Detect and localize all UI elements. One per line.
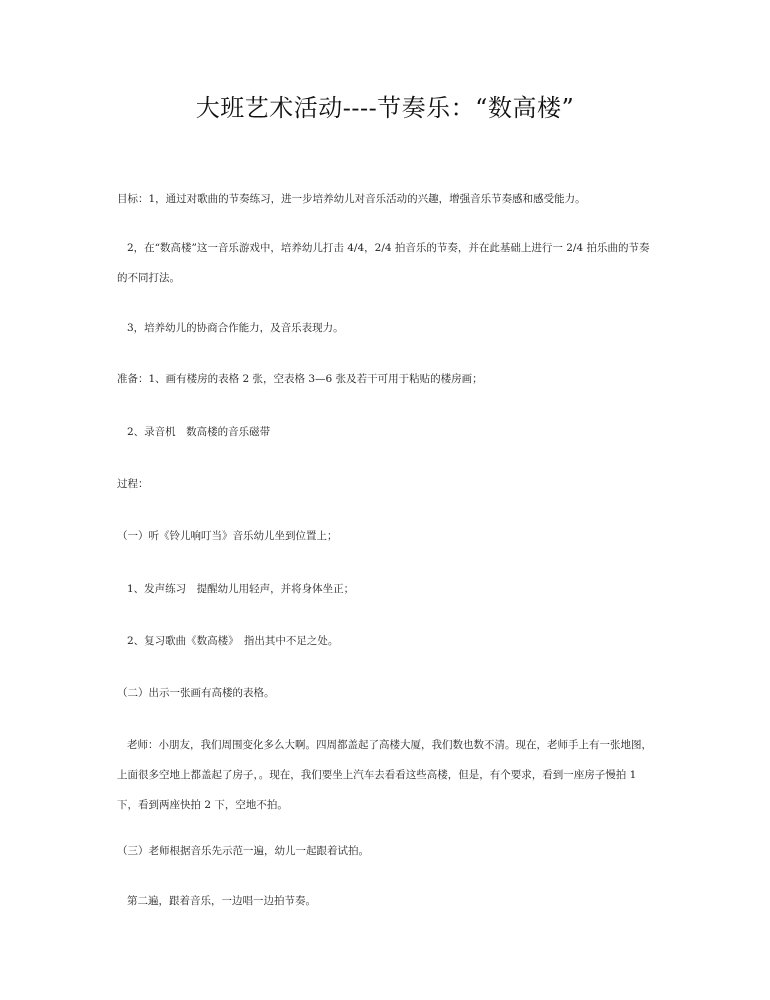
paragraph-process-heading: 过程： [117, 478, 149, 490]
paragraph-prep-2: 2、录音机 数高楼的音乐磁带 [127, 426, 271, 438]
document-title: 大班艺术活动----节奏乐：“数高楼” [195, 94, 575, 122]
paragraph-step-1-item-2: 2、复习歌曲《数高楼》 指出其中不足之处。 [127, 635, 339, 647]
paragraph-step-1-item-1: 1、发声练习 提醒幼儿用轻声，并将身体坐正； [127, 583, 355, 595]
paragraph-second-pass: 第二遍，跟着音乐，一边唱一边拍节奏。 [127, 895, 316, 907]
paragraph-goal-3: 3，培养幼儿的协商合作能力，及音乐表现力。 [127, 322, 344, 334]
paragraph-prep-1: 准备：1、画有楼房的表格 2 张，空表格 3—6 张及若干可用于粘贴的楼房画； [117, 373, 483, 385]
paragraph-step-2-heading: （二）出示一张画有高楼的表格。 [117, 687, 275, 699]
paragraph-goal-2: 2，在“数高楼”这一音乐游戏中，培养幼儿打击 4/4，2/4 拍音乐的节奏，并在此基础上进行一 2/4 拍乐曲的节奏的不同打法。 [117, 242, 650, 284]
paragraph-step-3-heading: （三）老师根据音乐先示范一遍，幼儿一起跟着试拍。 [117, 845, 369, 857]
paragraph-step-1-heading: （一）听《铃儿响叮当》音乐幼儿坐到位置上； [117, 530, 338, 542]
paragraph-goal-1: 目标：1，通过对歌曲的节奏练习，进一步培养幼儿对音乐活动的兴趣，增强音乐节奏感和感受能力。 [117, 193, 586, 205]
paragraph-teacher-speech: 老师：小朋友，我们周围变化多么大啊。四周都盖起了高楼大厦，我们数也数不清。现在，老师手上有一张地图，上面很多空地上都盖起了房子，。现在，我们要坐上汽车去看看这些高楼，但是，有个要求，看到一座房子慢拍 1 下，看到两座快拍 2 下，空地不拍。 [117, 739, 652, 811]
